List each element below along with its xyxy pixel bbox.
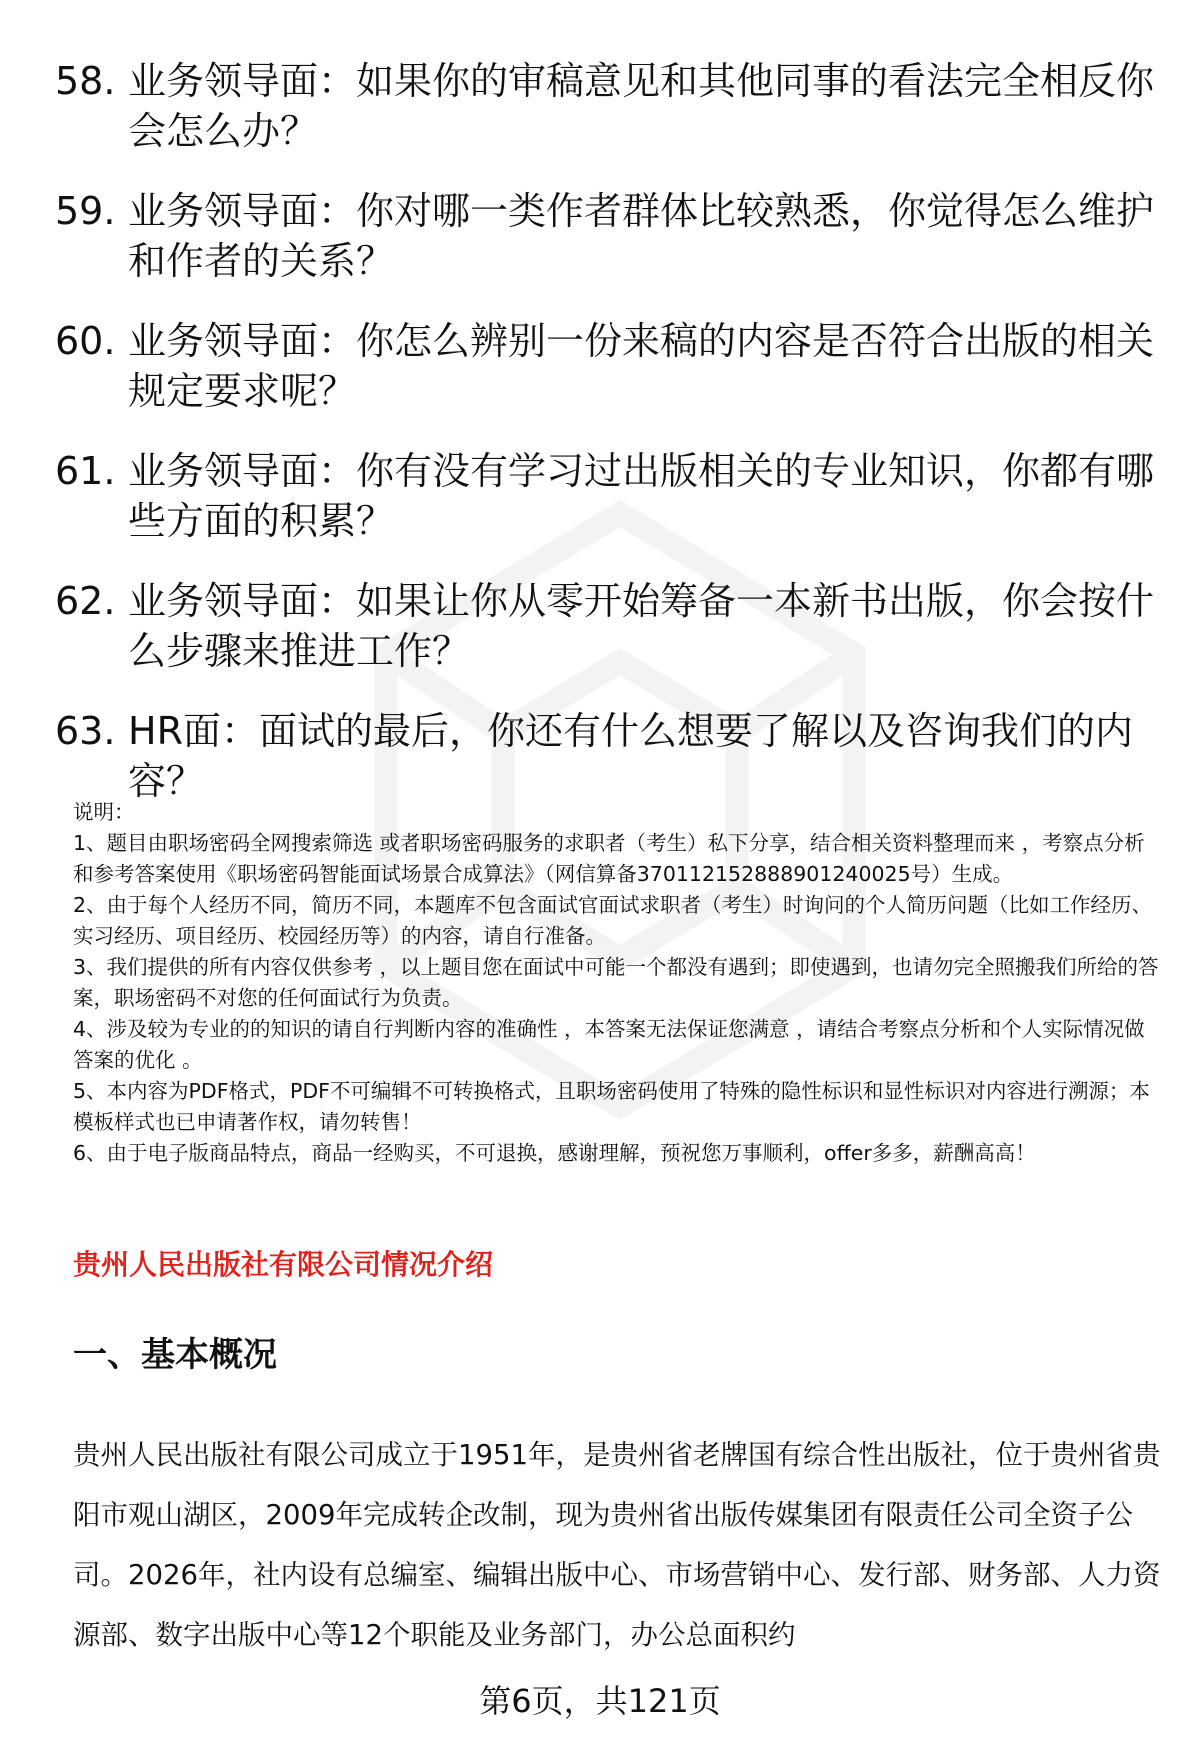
- company-title: 贵州人民出版社有限公司情况介绍: [73, 1248, 494, 1281]
- question-text: 业务领导面：如果让你从零开始筹备一本新书出版，你会按什么步骤来推进工作？: [128, 579, 1155, 673]
- body-paragraph: 贵州人民出版社有限公司成立于1951年，是贵州省老牌国有综合性出版社，位于贵州省贵阳市观山湖区，2009年完成转企改制，现为贵州省出版传媒集团有限责任公司全资子公司。2026年，社内设有总编室、编辑出版中心、市场营销中心、发行部、财务部、人力资源部、数字出版中心等12个职能及业务部门，办公总面积约: [73, 1439, 1161, 1651]
- question-item: [55, 576, 1155, 676]
- notes-section: [73, 797, 1163, 1169]
- question-item: [55, 56, 1155, 156]
- question-number: 62.: [55, 579, 116, 623]
- question-text: 业务领导面：你对哪一类作者群体比较熟悉，你觉得怎么维护和作者的关系？: [128, 189, 1155, 283]
- question-text: HR面：面试的最后，你还有什么想要了解以及咨询我们的内容？: [128, 709, 1133, 803]
- question-item: [55, 316, 1155, 416]
- question-number: 61.: [55, 449, 116, 493]
- question-number: 59.: [55, 189, 116, 233]
- section-heading: 一、基本概况: [73, 1335, 277, 1375]
- question-text: 业务领导面：你怎么辨别一份来稿的内容是否符合出版的相关规定要求呢？: [128, 319, 1155, 413]
- note-item: 2、由于每个人经历不同，简历不同，本题库不包含面试官面试求职者（考生）时询问的个人简历问题（比如工作经历、实习经历、项目经历、校园经历等）的内容，请自行准备。: [73, 893, 1153, 948]
- notes-heading: 说明：: [73, 800, 135, 824]
- note-item: 6、由于电子版商品特点，商品一经购买，不可退换，感谢理解，预祝您万事顺利，offer多多，薪酬高高！: [73, 1141, 1036, 1165]
- note-item: 1、题目由职场密码全网搜索筛选 或者职场密码服务的求职者（考生）私下分享，结合相关资料整理而来 ，考察点分析和参考答案使用《职场密码智能面试场景合成算法》（网信算备370112152888901240025号）生成。: [73, 831, 1145, 886]
- page-footer: 第6页，共121页: [479, 1682, 721, 1720]
- question-item: [55, 706, 1155, 806]
- question-number: 60.: [55, 319, 116, 363]
- note-item: 3、我们提供的所有内容仅供参考 ，以上题目您在面试中可能一个都没有遇到；即使遇到，也请勿完全照搬我们所给的答案，职场密码不对您的任何面试行为负责。: [73, 955, 1159, 1010]
- question-item: [55, 446, 1155, 546]
- note-item: 5、本内容为PDF格式，PDF不可编辑不可转换格式，且职场密码使用了特殊的隐性标识和显性标识对内容进行溯源；本模板样式也已申请著作权，请勿转售！: [73, 1079, 1150, 1134]
- question-text: 业务领导面：如果你的审稿意见和其他同事的看法完全相反你会怎么办？: [128, 59, 1155, 153]
- note-item: 4、涉及较为专业的的知识的请自行判断内容的准确性 ，本答案无法保证您满意 ，请结合考察点分析和个人实际情况做答案的优化 。: [73, 1017, 1145, 1072]
- question-number: 58.: [55, 59, 116, 103]
- question-text: 业务领导面：你有没有学习过出版相关的专业知识，你都有哪些方面的积累？: [128, 449, 1155, 543]
- question-number: 63.: [55, 709, 116, 753]
- question-item: [55, 186, 1155, 286]
- question-list: [55, 56, 1155, 836]
